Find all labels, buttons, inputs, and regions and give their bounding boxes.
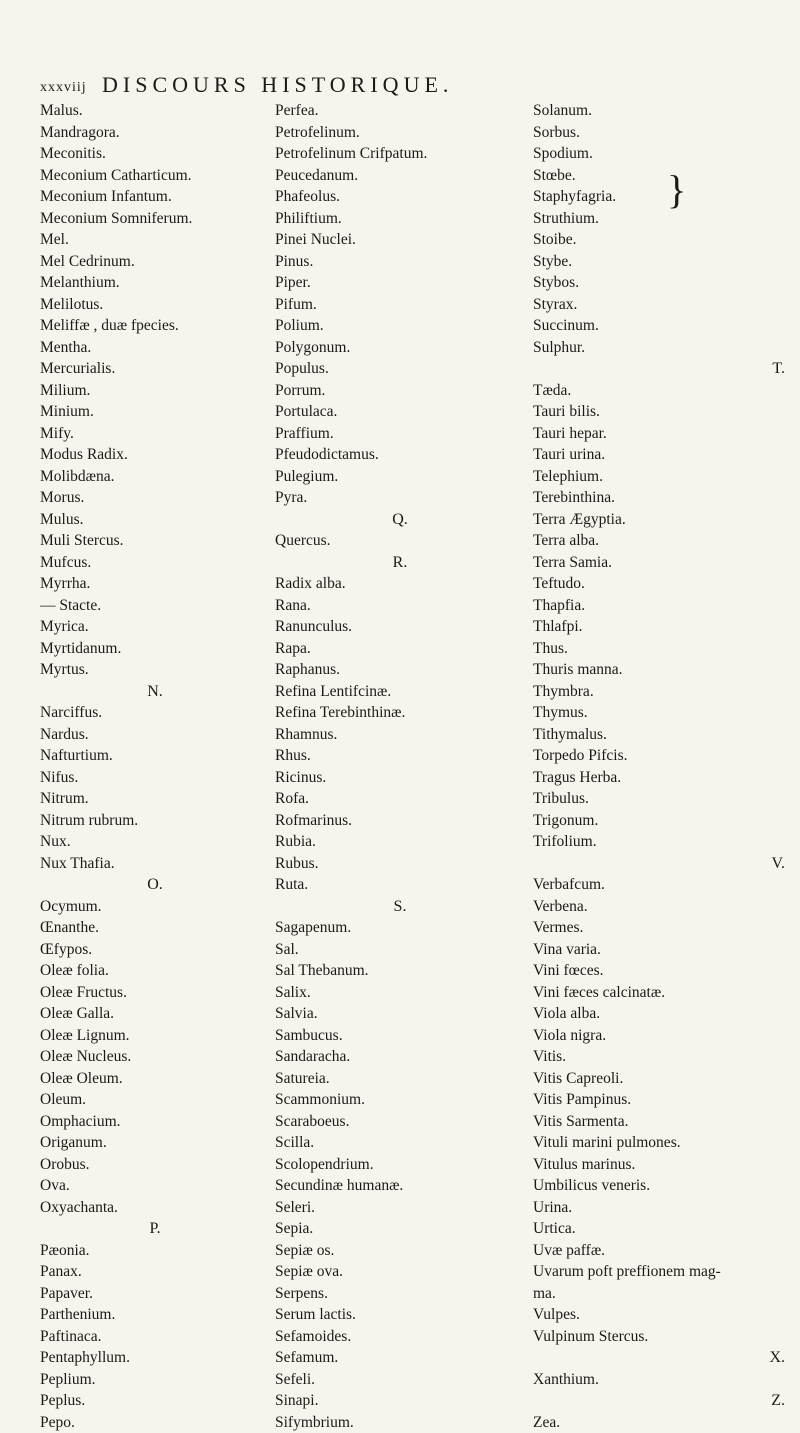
index-entry: Meliffæ , duæ fpecies.: [40, 315, 270, 337]
index-entry: Staphyfagria.: [533, 186, 795, 208]
index-entry: Myrtus.: [40, 659, 270, 681]
index-entry: Oleæ Fructus.: [40, 982, 270, 1004]
index-entry: Oleæ Oleum.: [40, 1068, 270, 1090]
index-entry: Populus.: [275, 358, 525, 380]
index-entry: Satureia.: [275, 1068, 525, 1090]
index-entry: Vini fœces.: [533, 960, 795, 982]
index-entry: Telephium.: [533, 466, 795, 488]
index-entry: Verbafcum.: [533, 874, 795, 896]
index-entry: Tauri urina.: [533, 444, 795, 466]
index-entry: Terra Samia.: [533, 552, 795, 574]
index-entry: Philiftium.: [275, 208, 525, 230]
index-entry: Nitrum rubrum.: [40, 810, 270, 832]
index-entry: Mulus.: [40, 509, 270, 531]
index-entry: Pæonia.: [40, 1240, 270, 1262]
index-entry: Vini fæces calcinatæ.: [533, 982, 795, 1004]
index-column-3: [533, 100, 795, 1433]
index-entry: Molibdæna.: [40, 466, 270, 488]
index-entry: Oleum.: [40, 1089, 270, 1111]
index-entry: Tribulus.: [533, 788, 795, 810]
index-entry: — Stacte.: [40, 595, 270, 617]
index-entry: Mify.: [40, 423, 270, 445]
index-entry: Sefeli.: [275, 1369, 525, 1391]
index-entry: Terra Ægyptia.: [533, 509, 795, 531]
index-entry: Pifum.: [275, 294, 525, 316]
index-entry: Panax.: [40, 1261, 270, 1283]
section-letter: N.: [40, 681, 270, 703]
index-entry: Urina.: [533, 1197, 795, 1219]
index-entry: Pyra.: [275, 487, 525, 509]
section-letter: S.: [275, 896, 525, 918]
index-entry: Rofa.: [275, 788, 525, 810]
index-entry: Thlafpi.: [533, 616, 795, 638]
section-letter: Z.: [533, 1390, 795, 1412]
index-entry: Portulaca.: [275, 401, 525, 423]
index-entry: Polium.: [275, 315, 525, 337]
section-letter: P.: [40, 1218, 270, 1240]
page-number: xxxviij: [40, 80, 87, 96]
index-entry: Pentaphyllum.: [40, 1347, 270, 1369]
index-entry: Nifus.: [40, 767, 270, 789]
index-entry: Sepia.: [275, 1218, 525, 1240]
index-entry: Sagapenum.: [275, 917, 525, 939]
index-entry: Styrax.: [533, 294, 795, 316]
index-entry: Spodium.: [533, 143, 795, 165]
index-entry: Peplus.: [40, 1390, 270, 1412]
index-entry: Sepiæ ova.: [275, 1261, 525, 1283]
section-letter: Q.: [275, 509, 525, 531]
index-entry: Piper.: [275, 272, 525, 294]
index-entry: Serum lactis.: [275, 1304, 525, 1326]
index-entry: Viola alba.: [533, 1003, 795, 1025]
index-entry: Perfea.: [275, 100, 525, 122]
index-entry: Sefamoides.: [275, 1326, 525, 1348]
index-entry: Papaver.: [40, 1283, 270, 1305]
index-entry: Quercus.: [275, 530, 525, 552]
index-entry: Pinus.: [275, 251, 525, 273]
index-entry: Rhamnus.: [275, 724, 525, 746]
index-entry: Ricinus.: [275, 767, 525, 789]
index-column-2: [275, 100, 525, 1433]
index-entry: Sal.: [275, 939, 525, 961]
index-entry: Mandragora.: [40, 122, 270, 144]
index-entry: Sefamum.: [275, 1347, 525, 1369]
index-entry: Sandaracha.: [275, 1046, 525, 1068]
index-entry: Vina varia.: [533, 939, 795, 961]
index-entry: Rapa.: [275, 638, 525, 660]
index-entry: Rana.: [275, 595, 525, 617]
index-entry: Refina Terebinthinæ.: [275, 702, 525, 724]
index-entry: Thapfia.: [533, 595, 795, 617]
index-entry: Melanthium.: [40, 272, 270, 294]
index-entry: Œfypos.: [40, 939, 270, 961]
index-entry: Nafturtium.: [40, 745, 270, 767]
index-entry: Stœbe.: [533, 165, 795, 187]
index-entry: Salvia.: [275, 1003, 525, 1025]
index-entry: Origanum.: [40, 1132, 270, 1154]
index-entry: Terebinthina.: [533, 487, 795, 509]
index-entry: Struthium.: [533, 208, 795, 230]
index-entry: Thuris manna.: [533, 659, 795, 681]
index-entry: Radix alba.: [275, 573, 525, 595]
index-entry: Teftudo.: [533, 573, 795, 595]
index-entry: Peplium.: [40, 1369, 270, 1391]
index-entry: Zea.: [533, 1412, 795, 1433]
index-entry: Stybos.: [533, 272, 795, 294]
index-entry: Sepiæ os.: [275, 1240, 525, 1262]
index-entry: Scolopendrium.: [275, 1154, 525, 1176]
index-entry: Tragus Herba.: [533, 767, 795, 789]
index-entry: Pinei Nuclei.: [275, 229, 525, 251]
index-entry: Vituli marini pulmones.: [533, 1132, 795, 1154]
index-entry: Rubus.: [275, 853, 525, 875]
index-entry: Oleæ folia.: [40, 960, 270, 982]
index-entry: Malus.: [40, 100, 270, 122]
index-entry: Urtica.: [533, 1218, 795, 1240]
index-entry: Minium.: [40, 401, 270, 423]
index-entry: Rubia.: [275, 831, 525, 853]
index-entry: Stoibe.: [533, 229, 795, 251]
index-entry: Thus.: [533, 638, 795, 660]
index-entry: Secundinæ humanæ.: [275, 1175, 525, 1197]
index-entry: Trifolium.: [533, 831, 795, 853]
index-entry: Nitrum.: [40, 788, 270, 810]
index-entry: Sal Thebanum.: [275, 960, 525, 982]
index-entry: Vitis Capreoli.: [533, 1068, 795, 1090]
index-entry: Muli Stercus.: [40, 530, 270, 552]
index-entry: Solanum.: [533, 100, 795, 122]
index-entry: Serpens.: [275, 1283, 525, 1305]
index-column-1: [40, 100, 270, 1433]
index-entry: Tithymalus.: [533, 724, 795, 746]
index-entry: Morus.: [40, 487, 270, 509]
index-entry: Tauri hepar.: [533, 423, 795, 445]
index-entry: Petrofelinum.: [275, 122, 525, 144]
index-entry: Ocymum.: [40, 896, 270, 918]
index-entry: Mercurialis.: [40, 358, 270, 380]
index-entry: Scammonium.: [275, 1089, 525, 1111]
index-entry: Xanthium.: [533, 1369, 795, 1391]
index-entry: Peucedanum.: [275, 165, 525, 187]
index-entry: Refina Lentifcinæ.: [275, 681, 525, 703]
index-entry: Uvarum poft preffionem mag-: [533, 1261, 795, 1283]
index-entry: Rofmarinus.: [275, 810, 525, 832]
index-entry: Paftinaca.: [40, 1326, 270, 1348]
index-entry: Salix.: [275, 982, 525, 1004]
index-entry: Oleæ Lignum.: [40, 1025, 270, 1047]
index-entry: Narciffus.: [40, 702, 270, 724]
index-entry: Meconium Catharticum.: [40, 165, 270, 187]
index-entry: Pfeudodictamus.: [275, 444, 525, 466]
index-entry: Omphacium.: [40, 1111, 270, 1133]
index-entry: Vulpes.: [533, 1304, 795, 1326]
index-entry: Milium.: [40, 380, 270, 402]
running-title: DISCOURS HISTORIQUE.: [102, 72, 453, 98]
index-entry: Viola nigra.: [533, 1025, 795, 1047]
index-entry: Phafeolus.: [275, 186, 525, 208]
index-entry: Oleæ Nucleus.: [40, 1046, 270, 1068]
section-letter: O.: [40, 874, 270, 896]
index-entry: Polygonum.: [275, 337, 525, 359]
index-entry: Succinum.: [533, 315, 795, 337]
section-letter: X.: [533, 1347, 795, 1369]
index-entry: Oxyachanta.: [40, 1197, 270, 1219]
index-entry: Stybe.: [533, 251, 795, 273]
index-entry: Praffium.: [275, 423, 525, 445]
index-entry: Thymbra.: [533, 681, 795, 703]
index-entry: Terra alba.: [533, 530, 795, 552]
index-entry: Vitis Pampinus.: [533, 1089, 795, 1111]
index-entry: Mel.: [40, 229, 270, 251]
index-entry: Myrrha.: [40, 573, 270, 595]
index-entry: Sorbus.: [533, 122, 795, 144]
index-entry: Vitulus marinus.: [533, 1154, 795, 1176]
index-entry: Verbena.: [533, 896, 795, 918]
index-entry: Œnanthe.: [40, 917, 270, 939]
index-entry: Pulegium.: [275, 466, 525, 488]
index-entry: Seleri.: [275, 1197, 525, 1219]
index-entry: Trigonum.: [533, 810, 795, 832]
index-entry: Vermes.: [533, 917, 795, 939]
index-entry: Ruta.: [275, 874, 525, 896]
section-letter: V.: [533, 853, 795, 875]
index-entry: Thymus.: [533, 702, 795, 724]
index-entry: Porrum.: [275, 380, 525, 402]
index-entry: Vitis.: [533, 1046, 795, 1068]
index-entry: Ranunculus.: [275, 616, 525, 638]
index-entry: Meconium Infantum.: [40, 186, 270, 208]
section-letter: T.: [533, 358, 795, 380]
index-entry: Rhus.: [275, 745, 525, 767]
index-entry: Nardus.: [40, 724, 270, 746]
index-entry: Sifymbrium.: [275, 1412, 525, 1433]
index-entry: Nux Thafia.: [40, 853, 270, 875]
page-header: [40, 72, 780, 100]
index-entry: Sulphur.: [533, 337, 795, 359]
index-entry: Uvæ paffæ.: [533, 1240, 795, 1262]
index-entry: Nux.: [40, 831, 270, 853]
index-entry: Tæda.: [533, 380, 795, 402]
section-letter: R.: [275, 552, 525, 574]
index-entry: Meconium Somniferum.: [40, 208, 270, 230]
index-entry: Mufcus.: [40, 552, 270, 574]
index-entry: Umbilicus veneris.: [533, 1175, 795, 1197]
index-entry: Sinapi.: [275, 1390, 525, 1412]
brace-mark: }: [667, 170, 686, 210]
index-entry: Tauri bilis.: [533, 401, 795, 423]
index-entry: Ova.: [40, 1175, 270, 1197]
index-entry: Raphanus.: [275, 659, 525, 681]
index-entry: Modus Radix.: [40, 444, 270, 466]
index-entry: Mel Cedrinum.: [40, 251, 270, 273]
index-entry: Myrica.: [40, 616, 270, 638]
index-entry: Mentha.: [40, 337, 270, 359]
index-entry: ma.: [533, 1283, 795, 1305]
index-entry: Torpedo Pifcis.: [533, 745, 795, 767]
index-entry: Vulpinum Stercus.: [533, 1326, 795, 1348]
index-entry: Scaraboeus.: [275, 1111, 525, 1133]
index-entry: Pepo.: [40, 1412, 270, 1433]
index-entry: Myrtidanum.: [40, 638, 270, 660]
index-entry: Parthenium.: [40, 1304, 270, 1326]
index-entry: Melilotus.: [40, 294, 270, 316]
index-entry: Meconitis.: [40, 143, 270, 165]
index-entry: Orobus.: [40, 1154, 270, 1176]
index-entry: Vitis Sarmenta.: [533, 1111, 795, 1133]
index-entry: Petrofelinum Crifpatum.: [275, 143, 525, 165]
index-entry: Oleæ Galla.: [40, 1003, 270, 1025]
index-entry: Scilla.: [275, 1132, 525, 1154]
index-entry: Sambucus.: [275, 1025, 525, 1047]
